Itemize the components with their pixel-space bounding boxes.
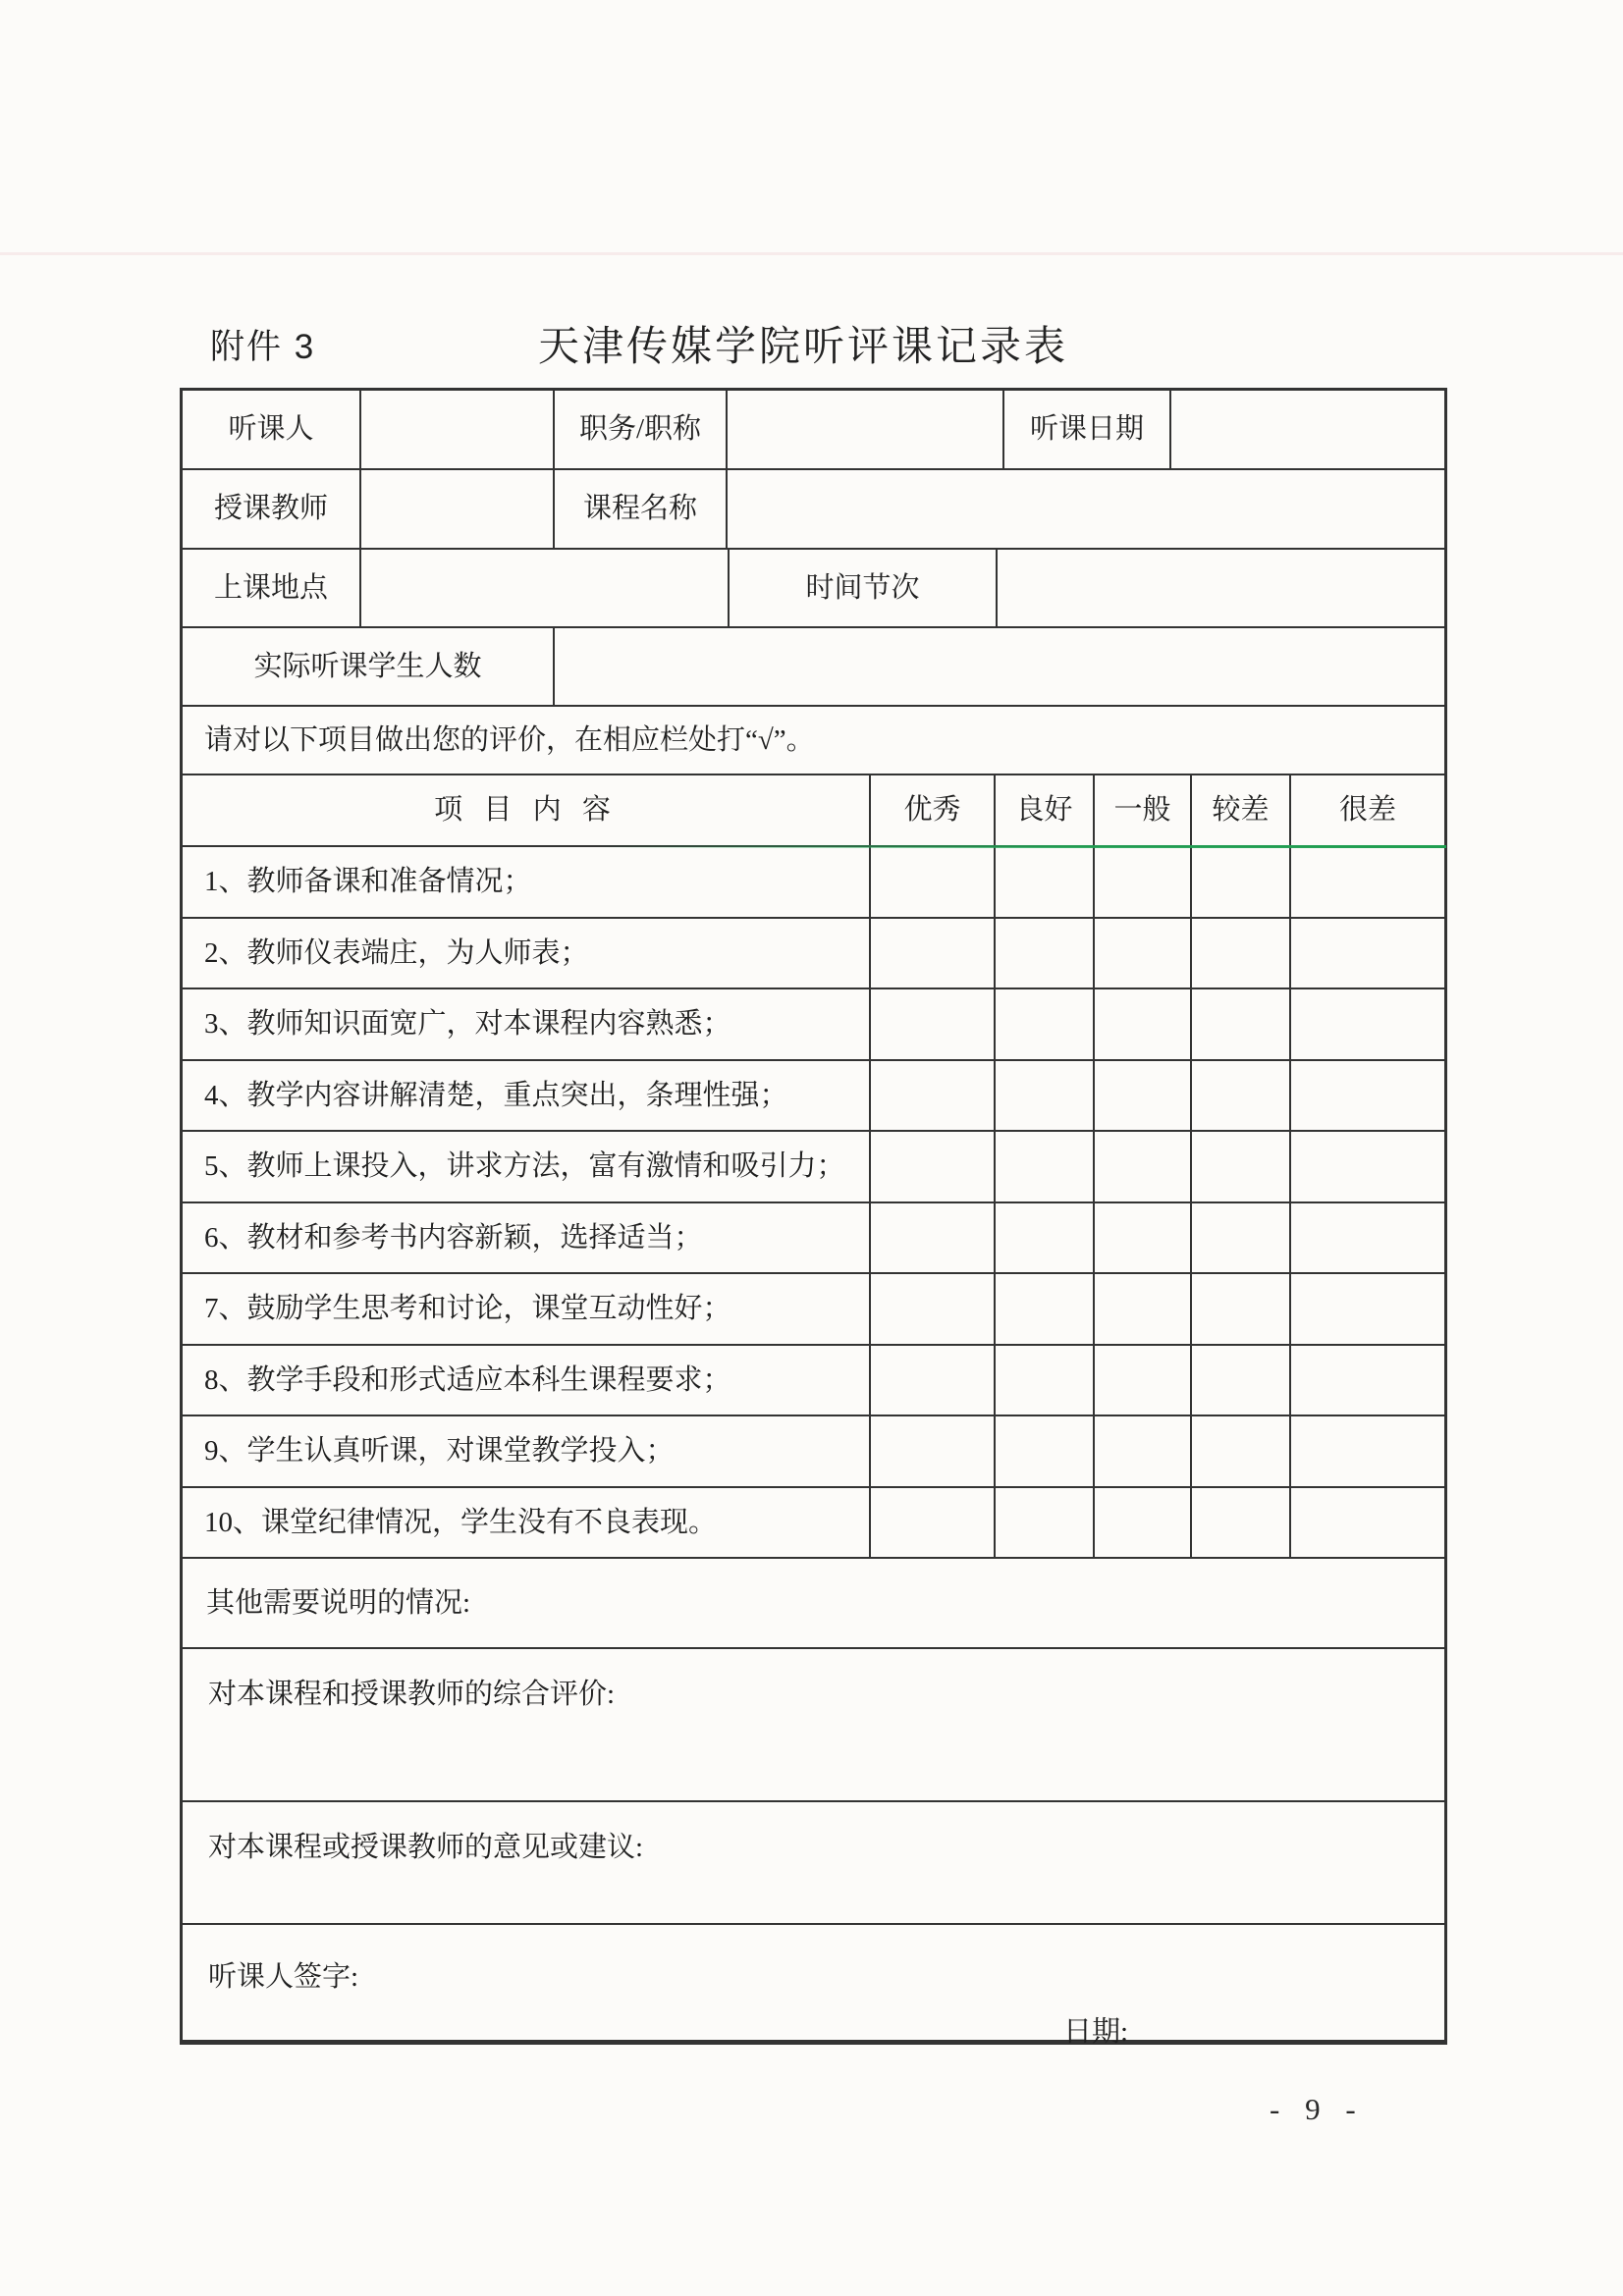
table-row-item-9 (183, 1416, 1444, 1488)
rating-cell-good (996, 847, 1095, 917)
rating-cell-excellent (871, 1132, 996, 1201)
rating-cell-very-poor (1291, 1061, 1444, 1131)
student-count-label: 实际听课学生人数 (183, 628, 555, 705)
rating-cell-good (996, 1274, 1095, 1344)
table-row-item-7 (183, 1274, 1444, 1346)
header-average: 一般 (1095, 775, 1192, 845)
item-text: 6、教材和参考书内容新颖，选择适当； (183, 1203, 871, 1273)
rating-cell-very-poor (1291, 1488, 1444, 1558)
rating-cell-average (1095, 847, 1192, 917)
page-title: 天津传媒学院听评课记录表 (538, 323, 1069, 369)
rating-cell-poor (1192, 1488, 1291, 1558)
rating-cell-excellent (871, 1274, 996, 1344)
page-number: - 9 - (1270, 2092, 1365, 2126)
attachment-label: 附件 3 (210, 328, 316, 366)
rating-cell-excellent (871, 1061, 996, 1131)
item-text: 1、教师备课和准备情况； (183, 847, 871, 917)
location-value-cell (361, 550, 730, 626)
item-text: 2、教师仪表端庄，为人师表； (183, 919, 871, 988)
header-good: 良好 (996, 775, 1095, 845)
rating-cell-poor (1192, 919, 1291, 988)
rating-cell-very-poor (1291, 1346, 1444, 1415)
table-row-item-6 (183, 1203, 1444, 1275)
scan-artifact-band (0, 252, 1623, 255)
rating-cell-very-poor (1291, 1416, 1444, 1486)
other-notes-label: 其他需要说明的情况: (206, 1586, 471, 1619)
instruction-row (183, 707, 1444, 775)
time-label: 时间节次 (730, 550, 998, 626)
header-very-poor: 很差 (1338, 794, 1396, 827)
course-value-cell (728, 470, 1444, 548)
comprehensive-evaluation-row (183, 1649, 1444, 1802)
signature-date-label: 日期: (1063, 2016, 1129, 2048)
rating-cell-excellent (871, 847, 996, 917)
rating-cell-average (1095, 1203, 1192, 1273)
time-value-cell (998, 550, 1444, 626)
rating-cell-very-poor (1291, 847, 1444, 917)
header-poor: 较差 (1192, 775, 1291, 845)
location-label: 上课地点 (183, 550, 361, 626)
rating-cell-good (996, 1061, 1095, 1131)
signature-row (183, 1925, 1444, 2048)
teacher-label: 授课教师 (183, 470, 361, 548)
rating-cell-excellent (871, 1488, 996, 1558)
student-count-value-cell (555, 628, 1444, 705)
rating-cell-good (996, 1488, 1095, 1558)
info-row-location (183, 550, 1444, 628)
rating-cell-poor (1192, 847, 1291, 917)
rating-cell-very-poor (1291, 1274, 1444, 1344)
observation-date-value-cell (1171, 391, 1444, 468)
suggestions-row (183, 1802, 1444, 1925)
rating-cell-poor (1192, 1416, 1291, 1486)
item-text: 10、课堂纪律情况，学生没有不良表现。 (183, 1488, 871, 1558)
suggestions-label: 对本课程或授课教师的意见或建议: (208, 1832, 644, 1863)
item-text: 7、鼓励学生思考和讨论，课堂互动性好； (183, 1274, 871, 1344)
table-row-item-2 (183, 919, 1444, 990)
rating-cell-good (996, 1346, 1095, 1415)
rating-cell-poor (1192, 1061, 1291, 1131)
content-header: 项 目 内 容 (183, 775, 871, 845)
rating-cell-poor (1192, 1132, 1291, 1201)
rating-cell-average (1095, 1416, 1192, 1486)
rating-header-row (183, 775, 1444, 847)
table-row-item-10 (183, 1488, 1444, 1560)
item-text: 4、教学内容讲解清楚，重点突出，条理性强； (183, 1061, 871, 1131)
rating-cell-very-poor (1291, 1203, 1444, 1273)
rating-cell-average (1095, 1061, 1192, 1131)
item-text: 3、教师知识面宽广，对本课程内容熟悉； (183, 989, 871, 1059)
rating-cell-poor (1192, 989, 1291, 1059)
position-label: 职务/职称 (555, 391, 728, 468)
rating-cell-very-poor (1291, 989, 1444, 1059)
rating-cell-good (996, 1416, 1095, 1486)
rating-cell-poor (1192, 1274, 1291, 1344)
table-row-item-5 (183, 1132, 1444, 1203)
rating-cell-average (1095, 1488, 1192, 1558)
rating-cell-poor (1192, 1203, 1291, 1273)
rating-cell-poor (1192, 1346, 1291, 1415)
table-row-item-8 (183, 1346, 1444, 1417)
position-value-cell (728, 391, 1004, 468)
item-text: 5、教师上课投入，讲求方法，富有激情和吸引力； (183, 1132, 871, 1201)
item-text: 9、学生认真听课，对课堂教学投入； (183, 1416, 871, 1486)
teacher-value-cell (361, 470, 555, 548)
rating-cell-average (1095, 1274, 1192, 1344)
comprehensive-evaluation-label: 对本课程和授课教师的综合评价: (208, 1679, 616, 1710)
header-excellent: 优秀 (871, 775, 996, 845)
rating-cell-excellent (871, 989, 996, 1059)
table-row-item-4 (183, 1061, 1444, 1133)
rating-cell-very-poor (1291, 1132, 1444, 1201)
rating-cell-average (1095, 1346, 1192, 1415)
table-row-item-1 (183, 847, 1444, 919)
signature-label: 听课人签字: (208, 1961, 359, 1993)
rating-cell-excellent (871, 919, 996, 988)
instruction-text: 请对以下项目做出您的评价，在相应栏处打“√”。 (204, 723, 815, 756)
rating-cell-average (1095, 919, 1192, 988)
rating-cell-excellent (871, 1203, 996, 1273)
rating-cell-good (996, 1132, 1095, 1201)
info-row-student-count (183, 628, 1444, 707)
table-row-item-3 (183, 989, 1444, 1061)
other-notes-row (183, 1559, 1444, 1649)
rating-cell-average (1095, 1132, 1192, 1201)
observation-date-label: 听课日期 (1004, 391, 1171, 468)
evaluation-form-table (180, 388, 1447, 2048)
rating-cell-very-poor (1291, 919, 1444, 988)
listener-value-cell (361, 391, 555, 468)
item-text: 8、教学手段和形式适应本科生课程要求； (183, 1346, 871, 1415)
course-label: 课程名称 (555, 470, 728, 548)
rating-cell-excellent (871, 1346, 996, 1415)
info-row-teacher (183, 470, 1444, 550)
rating-cell-average (1095, 989, 1192, 1059)
info-row-listener (183, 391, 1444, 470)
rating-cell-good (996, 989, 1095, 1059)
listener-label: 听课人 (183, 391, 361, 468)
rating-cell-good (996, 919, 1095, 988)
rating-cell-excellent (871, 1416, 996, 1486)
rating-cell-good (996, 1203, 1095, 1273)
